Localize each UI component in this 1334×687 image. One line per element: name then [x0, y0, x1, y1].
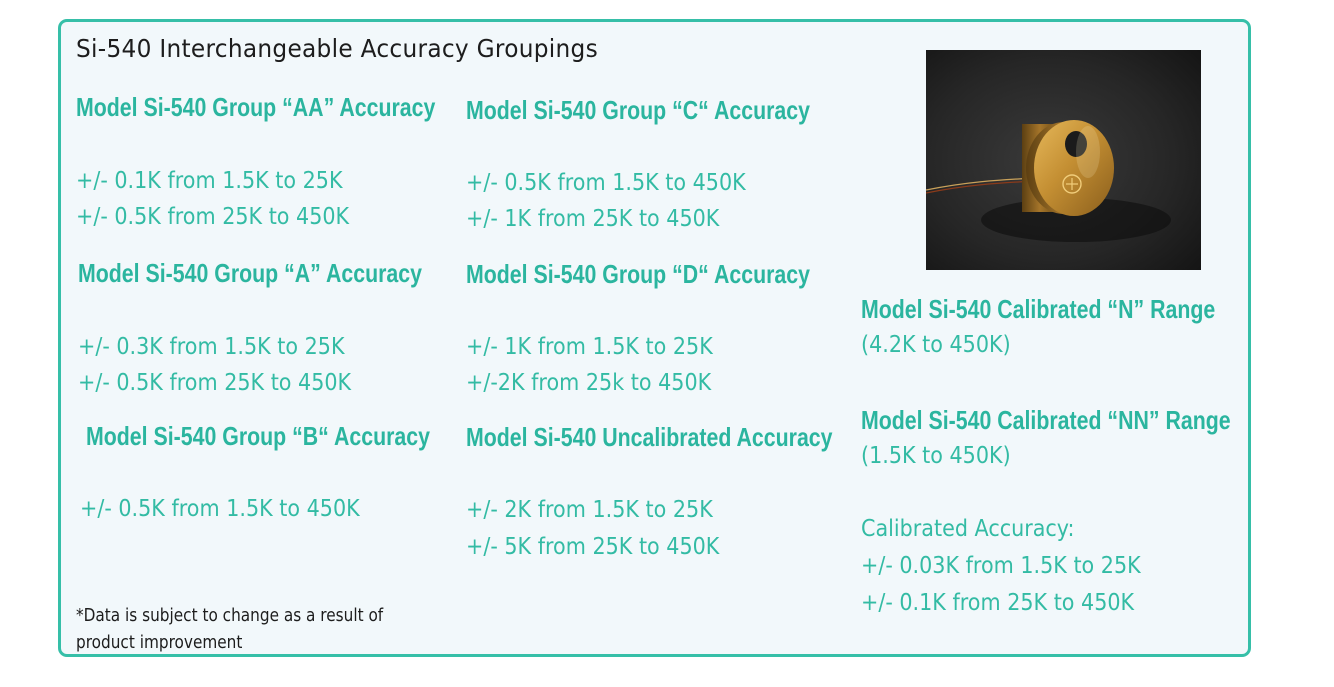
group-b-heading: Model Si-540 Group “B“ Accuracy — [86, 421, 430, 451]
page-title: Si-540 Interchangeable Accuracy Groupings — [76, 34, 598, 63]
group-c-line-1: +/- 0.5K from 1.5K to 450K — [466, 170, 746, 196]
si-540-sensor-image — [926, 50, 1201, 270]
sensor-photo — [926, 50, 1201, 270]
group-a-line-2: +/- 0.5K from 25K to 450K — [78, 370, 352, 396]
group-b-line-1: +/- 0.5K from 1.5K to 450K — [80, 496, 360, 522]
calibrated-accuracy-label: Calibrated Accuracy: — [861, 516, 1075, 542]
footnote — [76, 602, 383, 656]
group-c-heading: Model Si-540 Group “C“ Accuracy — [466, 95, 810, 125]
group-d-heading: Model Si-540 Group “D“ Accuracy — [466, 259, 810, 289]
calibrated-nn-range: (1.5K to 450K) — [861, 443, 1011, 469]
group-d-line-2: +/-2K from 25k to 450K — [466, 370, 712, 396]
group-aa-heading: Model Si-540 Group “AA” Accuracy — [76, 92, 436, 122]
group-d-line-1: +/- 1K from 1.5K to 25K — [466, 334, 713, 360]
calibrated-nn-heading: Model Si-540 Calibrated “NN” Range — [861, 405, 1231, 435]
calibrated-accuracy-line-1: +/- 0.03K from 1.5K to 25K — [861, 553, 1141, 579]
uncalibrated-line-2: +/- 5K from 25K to 450K — [466, 534, 720, 560]
group-a-heading: Model Si-540 Group “A” Accuracy — [78, 258, 422, 288]
uncalibrated-line-1: +/- 2K from 1.5K to 25K — [466, 497, 713, 523]
calibrated-n-range: (4.2K to 450K) — [861, 332, 1011, 358]
group-aa-line-2: +/- 0.5K from 25K to 450K — [76, 204, 350, 230]
group-aa-line-1: +/- 0.1K from 1.5K to 25K — [76, 168, 343, 194]
calibrated-accuracy-line-2: +/- 0.1K from 25K to 450K — [861, 590, 1135, 616]
calibrated-n-heading: Model Si-540 Calibrated “N” Range — [861, 294, 1216, 324]
group-c-line-2: +/- 1K from 25K to 450K — [466, 206, 720, 232]
group-a-line-1: +/- 0.3K from 1.5K to 25K — [78, 334, 345, 360]
footnote-line-1: *Data is subject to change as a result of — [76, 605, 384, 626]
footnote-line-2: product improvement — [76, 632, 243, 653]
uncalibrated-heading: Model Si-540 Uncalibrated Accuracy — [466, 422, 833, 452]
